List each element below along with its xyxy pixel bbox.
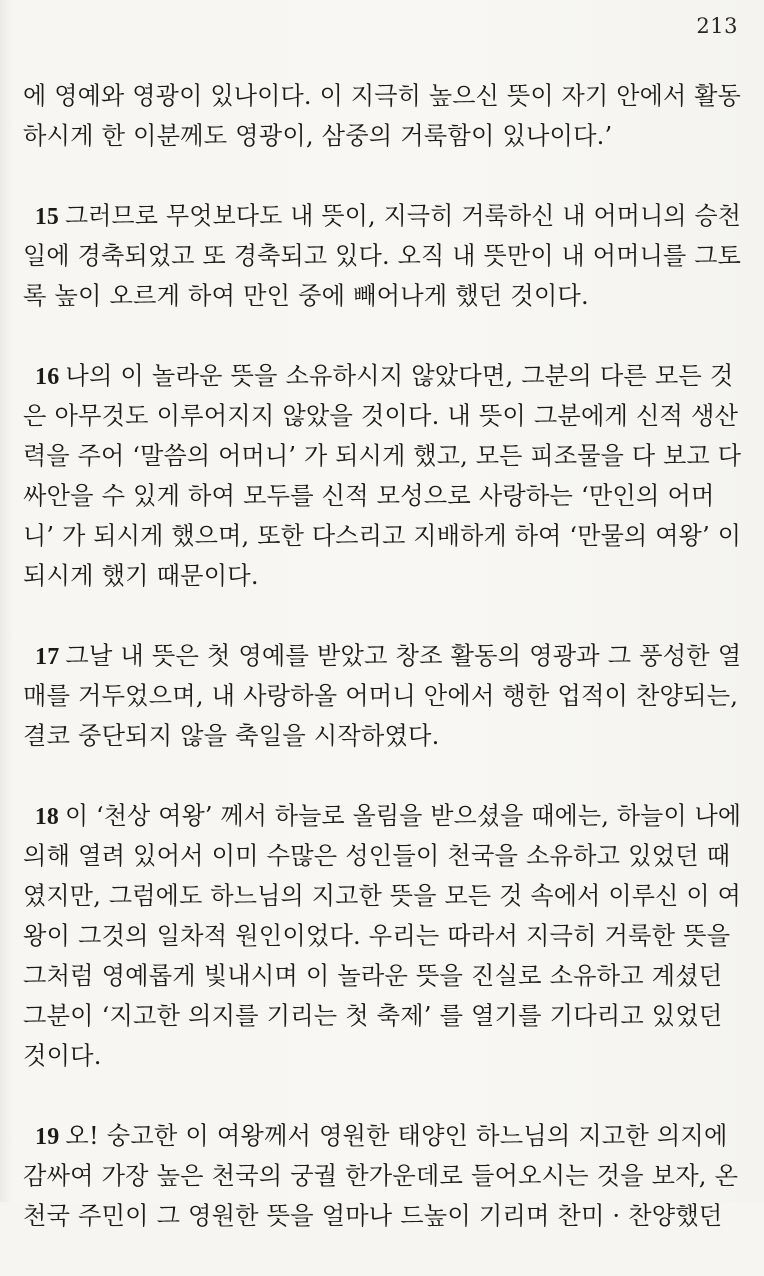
paragraph-continued xyxy=(23,76,741,156)
paragraph-number: 17 xyxy=(35,644,60,670)
paragraph-number: 19 xyxy=(35,1124,60,1150)
text-line: 하시게 한 이분께도 영광이, 삼중의 거룩함이 있나이다.’ xyxy=(23,122,613,150)
text-line: 록 높이 오르게 하여 만인 중에 빼어나게 했던 것이다. xyxy=(23,282,589,310)
paragraph-15 xyxy=(23,196,741,316)
text-line: 매를 거두었으며, 내 사랑하올 어머니 안에서 행한 업적이 찬양되는, xyxy=(23,682,739,710)
text-line: 싸안을 수 있게 하여 모두를 신적 모성으로 사랑하는 ‘만인의 어머 xyxy=(23,482,715,510)
text-line: 은 아무것도 이루어지지 않았을 것이다. 내 뜻이 그분에게 신적 생산 xyxy=(23,402,739,430)
text-line: 것이다. xyxy=(23,1042,102,1070)
text-line-first xyxy=(23,1116,741,1156)
text-line: 일에 경축되었고 또 경축되고 있다. 오직 내 뜻만이 내 어머니를 그토 xyxy=(23,242,742,270)
text-line: 였지만, 그럼에도 하느님의 지고한 뜻을 모든 것 속에서 이루신 이 여 xyxy=(23,882,742,910)
text-line: 력을 주어 ‘말씀의 어머니’ 가 되시게 했고, 모든 피조물을 다 보고 다 xyxy=(23,442,742,470)
paragraph-18 xyxy=(23,796,741,1076)
paragraph-19 xyxy=(23,1116,741,1236)
text-line-first xyxy=(23,636,741,676)
text-line: 그처럼 영예롭게 빛내시며 이 놀라운 뜻을 진실로 소유하고 계셨던 xyxy=(23,962,723,990)
text-line-first xyxy=(23,196,742,236)
text-line: 감싸여 가장 높은 천국의 궁궐 한가운데로 들어오시는 것을 보자, 온 xyxy=(23,1162,739,1190)
text-line-content: 그러므로 무엇보다도 내 뜻이, 지극히 거룩하신 내 어머니의 승천 xyxy=(64,202,742,230)
text-line-content: 그날 내 뜻은 첫 영예를 받았고 창조 활동의 영광과 그 풍성한 열 xyxy=(65,642,742,670)
page-number: 213 xyxy=(696,14,738,38)
paragraph-number: 15 xyxy=(34,204,60,230)
text-line: 천국 주민이 그 영원한 뜻을 얼마나 드높이 기리며 찬미 · 찬양했던 xyxy=(23,1202,723,1230)
text-line: 왕이 그것의 일차적 원인이었다. 우리는 따라서 지극히 거룩한 뜻을 xyxy=(23,922,731,950)
body-text xyxy=(23,76,741,1276)
text-line-content: 이 ‘천상 여왕’ 께서 하늘로 올림을 받으셨을 때에는, 하늘이 나에 xyxy=(64,802,742,830)
text-line-first xyxy=(23,796,742,836)
text-line-first xyxy=(23,356,741,396)
text-line: 에 영예와 영광이 있나이다. 이 지극히 높으신 뜻이 자기 안에서 활동 xyxy=(23,82,742,110)
text-line-content: 오! 숭고한 이 여왕께서 영원한 태양인 하느님의 지고한 의지에 xyxy=(65,1122,728,1150)
paragraph-number: 16 xyxy=(35,364,60,390)
text-line: 의해 열려 있어서 이미 수많은 성인들이 천국을 소유하고 있었던 때 xyxy=(23,842,731,870)
text-line: 니’ 가 되시게 했으며, 또한 다스리고 지배하게 하여 ‘만물의 여왕’ 이 xyxy=(23,522,742,550)
text-line-content: 나의 이 놀라운 뜻을 소유하시지 않았다면, 그분의 다른 모든 것 xyxy=(65,362,734,390)
paragraph-16 xyxy=(23,356,741,596)
text-line: 그분이 ‘지고한 의지를 기리는 첫 축제’ 를 열기를 기다리고 있었던 xyxy=(23,1002,723,1030)
paragraph-17 xyxy=(23,636,741,756)
text-line: 되시게 했기 때문이다. xyxy=(23,562,259,590)
text-line: 결코 중단되지 않을 축일을 시작하였다. xyxy=(23,722,440,750)
paragraph-number: 18 xyxy=(34,804,60,830)
